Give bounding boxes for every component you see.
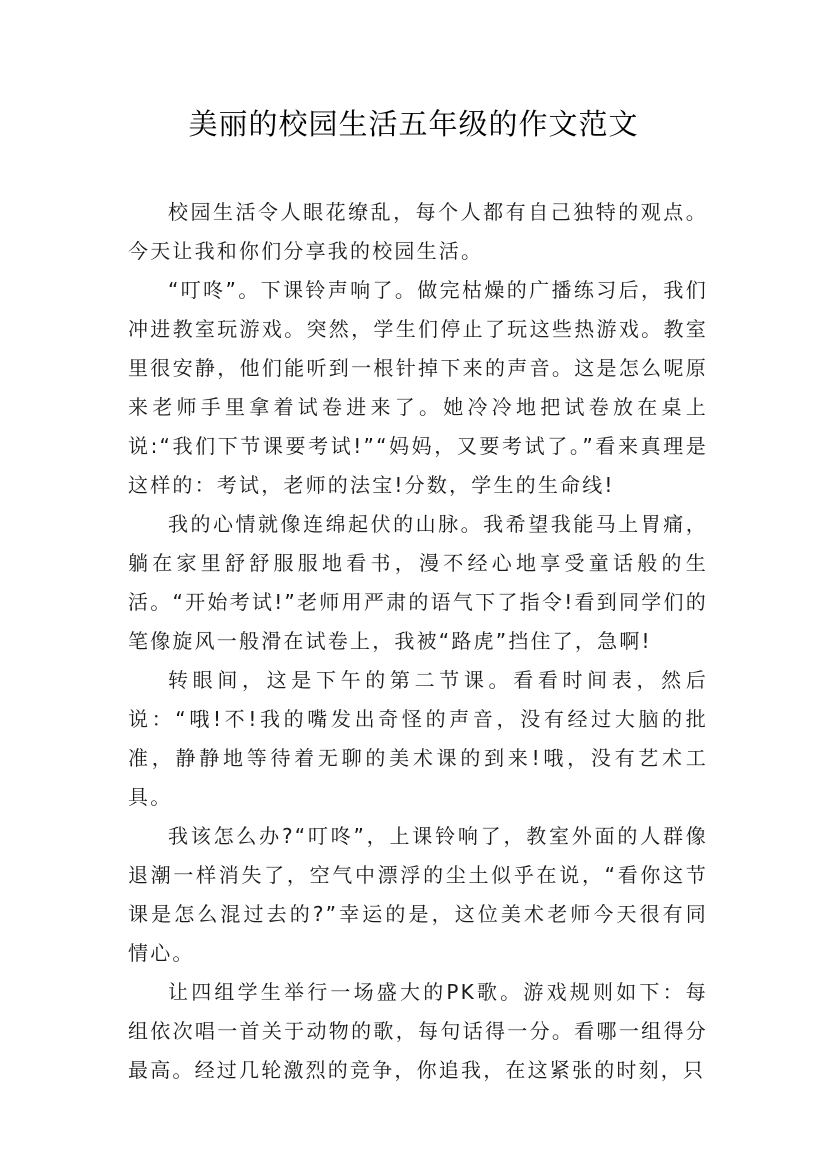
- document-title: 美丽的校园生活五年级的作文范文: [188, 107, 639, 141]
- paragraph-5: 我该怎么办?“叮咚”，上课铃响了，教室外面的人群像退潮一样消失了，空气中漂浮的尘土似乎在说，“看你这节课是怎么混过去的?”幸运的是，这位美术老师今天很有同情心。: [128, 824, 708, 965]
- paragraph-4: 转眼间，这是下午的第二节课。看看时间表，然后说：“哦!不!我的嘴发出奇怪的声音，没有经过大脑的批准，静静地等待着无聊的美术课的到来!哦，没有艺术工具。: [128, 668, 708, 809]
- paragraph-2: “叮咚”。下课铃声响了。做完枯燥的广播练习后，我们冲进教室玩游戏。突然，学生们停止了玩这些热游戏。教室里很安静，他们能听到一根针掉下来的声音。这是怎么呢原来老师手里拿着试卷进来了。她冷冷地把试卷放在桌上说:“我们下节课要考试!”“妈妈，又要考试了。”看来真理是这样的：考试，老师的法宝!分数，学生的生命线!: [128, 278, 708, 497]
- paragraph-1: 校园生活令人眼花缭乱，每个人都有自己独特的观点。今天让我和你们分享我的校园生活。: [128, 200, 708, 263]
- document-body: [128, 193, 708, 1090]
- paragraph-6: 让四组学生举行一场盛大的PK歌。游戏规则如下：每组依次唱一首关于动物的歌，每句话得一分。看哪一组得分最高。经过几轮激烈的竞争，你追我，在这紧张的时刻，只: [128, 980, 708, 1082]
- paragraph-3: 我的心情就像连绵起伏的山脉。我希望我能马上胃痛，躺在家里舒舒服服地看书，漫不经心地享受童话般的生活。“开始考试!”老师用严肃的语气下了指令!看到同学们的笔像旋风一般滑在试卷上，我被“路虎”挡住了，急啊!: [128, 512, 708, 653]
